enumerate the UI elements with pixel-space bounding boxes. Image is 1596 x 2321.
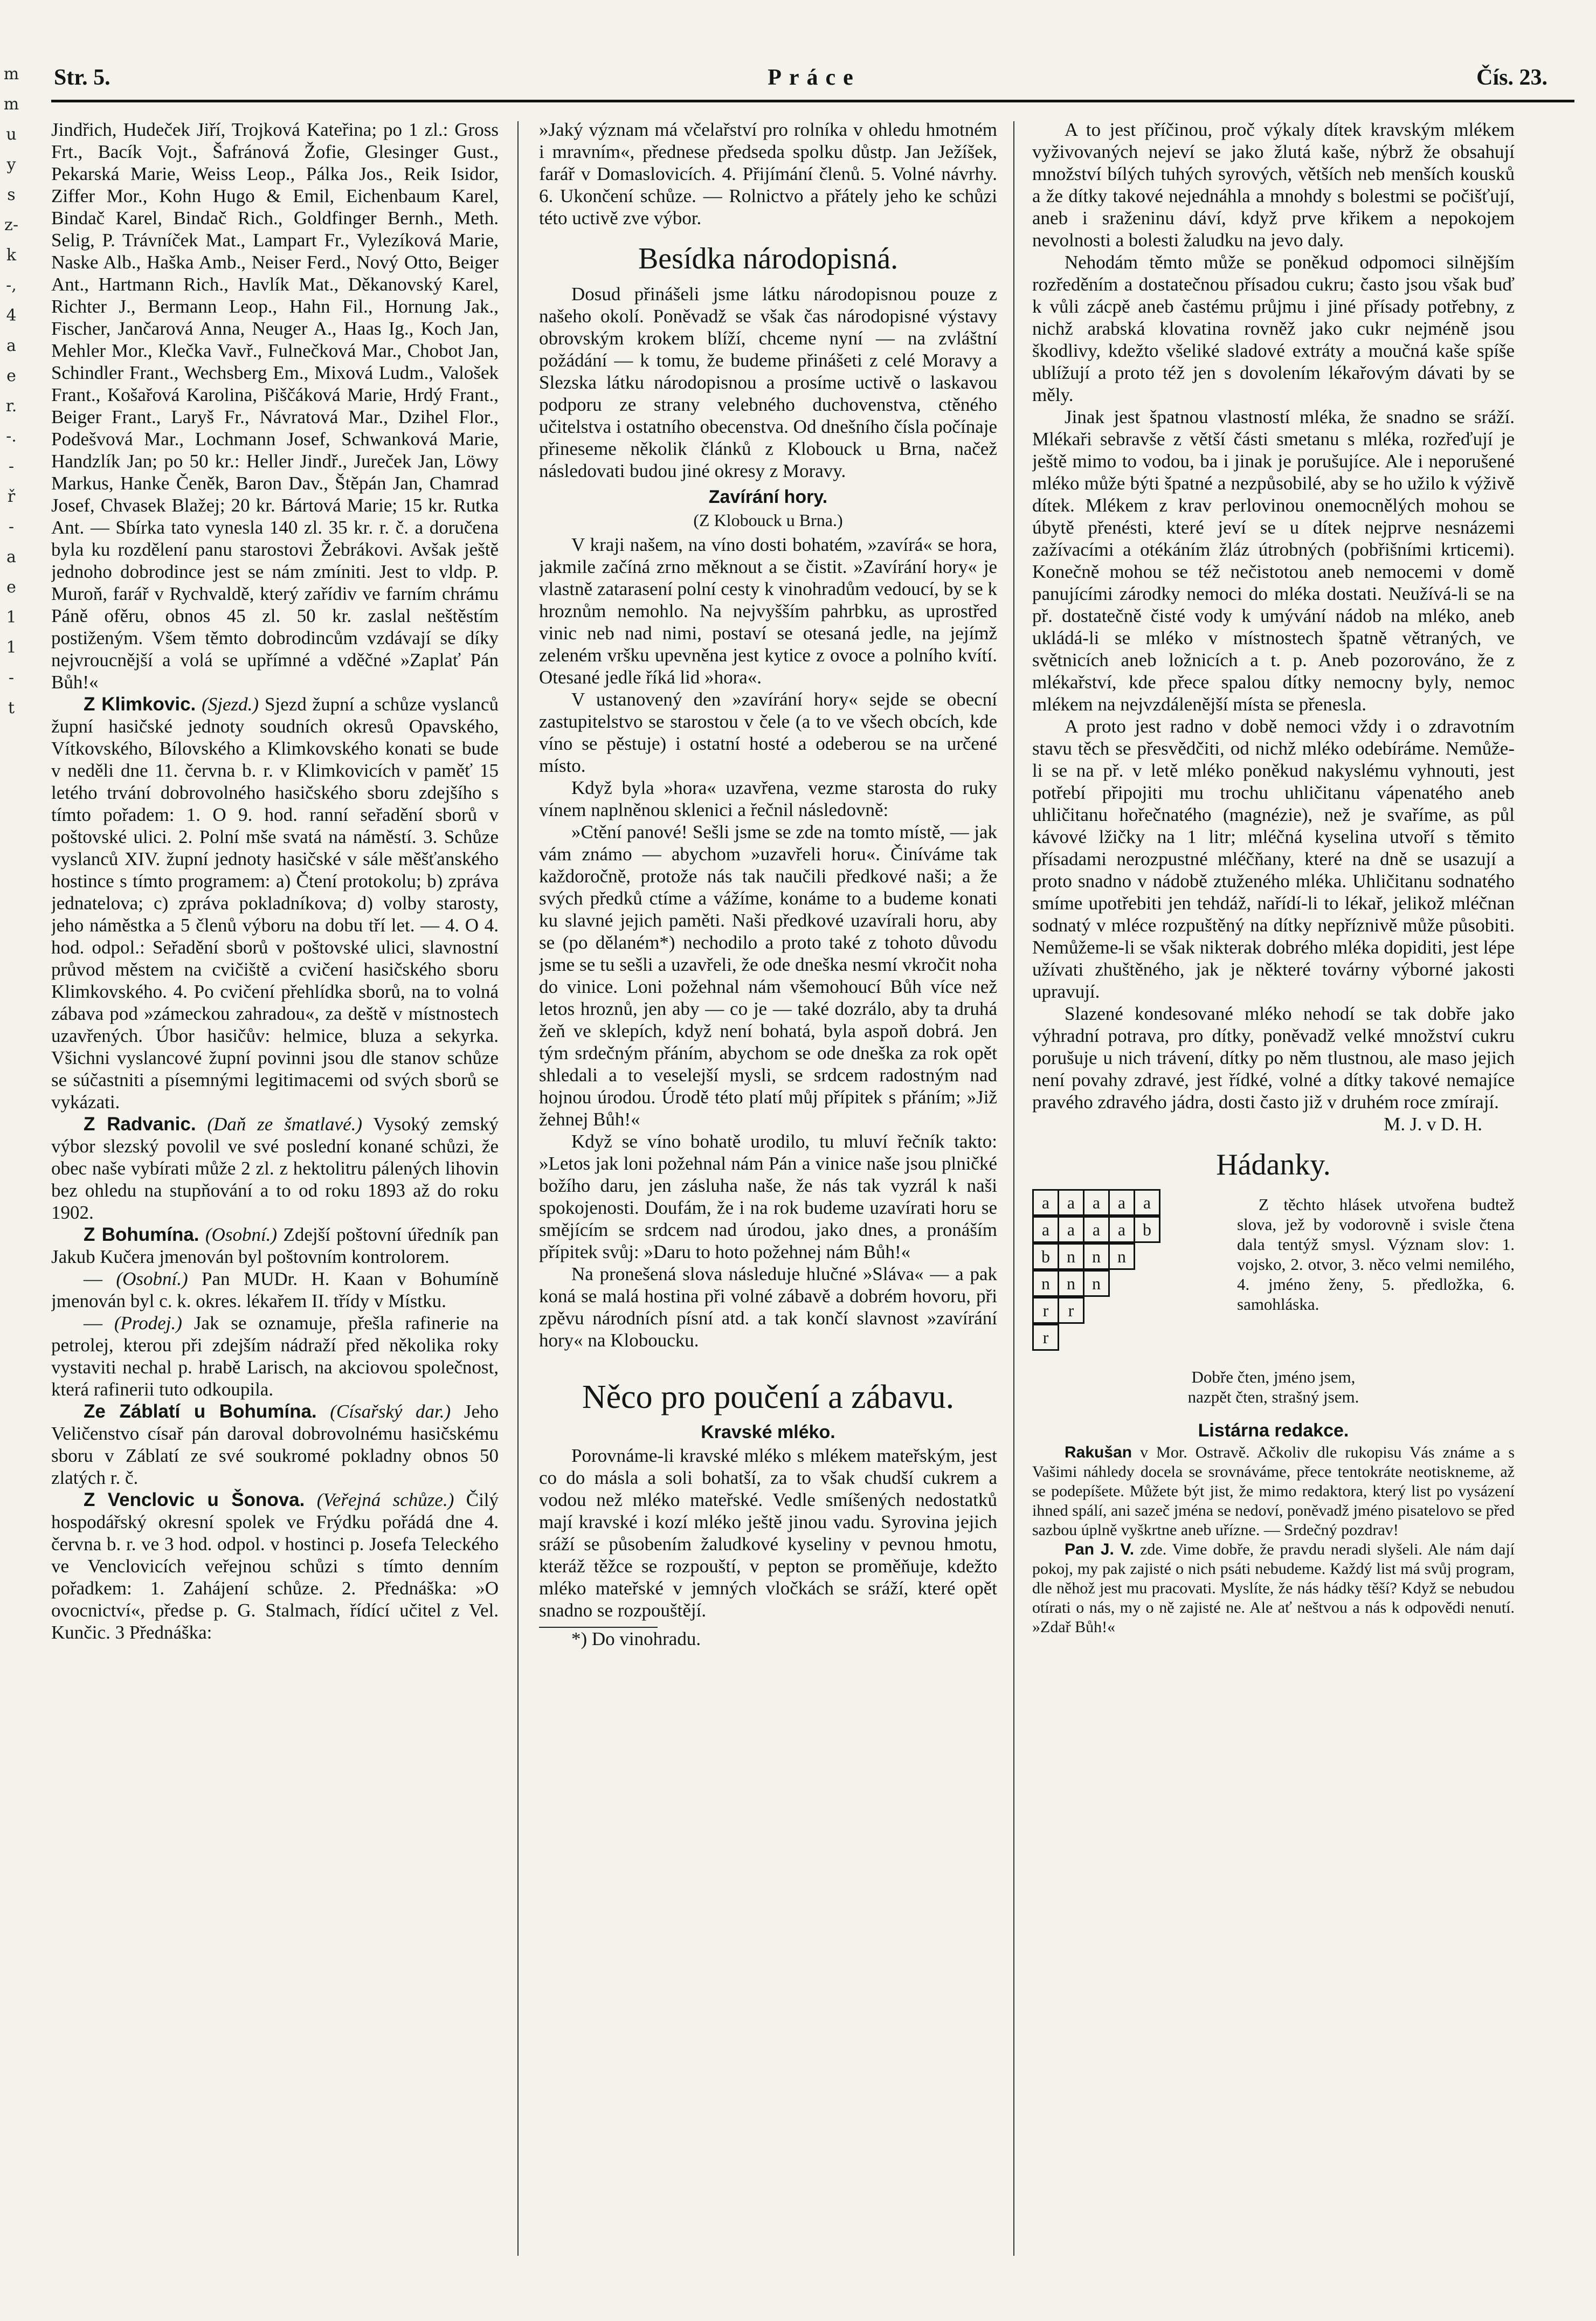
margin-glyph: r. bbox=[5, 397, 17, 416]
margin-glyph: u bbox=[6, 125, 17, 144]
letter-grid bbox=[1032, 1189, 1159, 1351]
editorial-reply-2: Pan J. V. zde. Vime dobře, že pravdu neradi slyšeli. Ale nám dají pokoj, my pak zajisté o nich psáti nebudeme. Každý list má svůj program, dle něhož jest mu pracovati. Myslíte, že nás hádky těší? Když se nebudou otírati o nás, my o ně zajisté ne. Ale ať neštvou a nás k odpovědi nenutí. »Zdař Bůh!« bbox=[1032, 1541, 1515, 1636]
editorial-reply-1: Rakušan v Mor. Ostravě. Ačkoliv dle rukopisu Vás známe a s Vašimi náhledy docela se srovnáváme, přece tentokráte neotiskneme, až se podepíšete. Můžete být jist, že mimo redaktora, který list po vysázení ihned spálí, ani sazeč jména se nedoví, poněvadž jméno pisatelovo se před sazbou úplně vyškrtne aneb uřízne. — Srdečný pozdrav! bbox=[1032, 1443, 1515, 1539]
place-heading: Z Klimkovic. bbox=[84, 694, 196, 715]
news-radvanice: Z Radvanic. (Daň ze šmatlavé.) Vysoký zemský výbor slezský povolil ve své poslední konané schůzi, že obec naše vybírati může 2 zl. z hektolitru pálených lihovin bez ohledu na stupňování a to od roku 1893 až do roku 1902. bbox=[51, 1114, 499, 1223]
paragraph: Když byla »hora« uzavřena, vezme starosta do ruky vínem naplněnou sklenici a řečnil následovně: bbox=[539, 777, 997, 820]
grid-cell: n bbox=[1058, 1243, 1084, 1270]
place-heading: Z Radvanic. bbox=[84, 1114, 196, 1135]
grid-cell: a bbox=[1108, 1216, 1135, 1243]
article-title: Kravské mléko. bbox=[701, 1422, 835, 1442]
paragraph: A to jest příčinou, proč výkaly dítek kravským mlékem vyživovaných nejeví se jako žlutá kaše, nýbrž že obsahují množství bílých tuhých syrových, větších neb menších kousků a že dítky takové nejednáhla a mnohdy s bolestmi se počišťují, aneb i sraženinu dáví, když prve křikem a nepokojem nevolnosti a bolesti žaludku na jevo daly. bbox=[1032, 119, 1515, 251]
grid-row bbox=[1032, 1270, 1159, 1297]
margin-glyph: k bbox=[6, 246, 17, 265]
paragraph: Slazené kondesované mléko nehodí se tak dobře jako výhradní potrava, pro dítky, poněvadž velké množství cukru porušuje u nich trávení, dítky po něm tlustnou, ale maso jejich není povahy zdravé, jest řídké, volné a dítky takové nemajíce pravého zdravého jádra, dosti často již v druhém roce zmírají. bbox=[1032, 1003, 1515, 1113]
paragraph: V ustanovený den »zavírání hory« sejde se obecní zastupitelstvo se starostou v čele (a to ve všech obcích, kde víno se pěstuje) i ostatní hosté a odeberou se na určené místo. bbox=[539, 689, 997, 776]
section-heading-ethnography: Besídka národopisná. bbox=[638, 242, 899, 275]
margin-glyph: a bbox=[6, 548, 16, 567]
grid-row bbox=[1032, 1216, 1159, 1243]
paragraph: Když se víno bohatě urodilo, tu mluví řečník takto: »Letos jak loni požehnal nám Pán a vinice naše jsou plničké božího daru, jen zásluha naše, že nás tak vyzrál k naši spokojenosti. Doufám, že i na rok budeme uzavírati horu se smějícím se srdcem nad úrodou, jako dnes, a pronáším přípitek svůj: »Daru to hoto požehnej nám Bůh!« bbox=[539, 1131, 997, 1262]
margin-glyph: t bbox=[8, 699, 15, 717]
article-source: (Z Klobouck u Brna.) bbox=[693, 510, 843, 530]
grid-cell: a bbox=[1083, 1216, 1110, 1243]
column-divider-2 bbox=[1013, 121, 1014, 2256]
grid-cell: n bbox=[1083, 1270, 1110, 1297]
grid-cell: a bbox=[1083, 1189, 1110, 1216]
paragraph: V kraji našem, na víno dosti bohatém, »zavírá« se hora, jakmile začíná zrno měknout a se čistit. »Zavírání hory« je vlastně zatarasení polní cesty k vinohradům vedoucí, by se k hroznům nemohlo. Na nejvyšším pahrbku, as uprostřed vinic neb nad nimi, postaví se otesaná jedle, na jejímž zeleném vršku upevněna jest kytice z ovoce a polního kvítí. Otesané jedle říká lid »hora«. bbox=[539, 534, 997, 688]
margin-glyph: -. bbox=[6, 427, 17, 446]
section-heading-editorial: Listárna redakce. bbox=[1198, 1420, 1349, 1441]
news-klimkovice: Z Klimkovic. (Sjezd.) Sjezd župní a schůze vyslanců župní hasičské jednoty soudních okresů Opavského, Vítkovského, Bílovského a Klimkovského konati se bude v neděli dne 11. června b. r. v Klimkovicích v paměť 15 letého trvání dobrovolného hasičského sboru zdejšího s tímto pořadem: 1. O 9. hod. ranní seřadění sborů v poštovské ulici. 2. Polní mše svatá na náměstí. 3. Schůze vyslanců XIV. župní jednoty hasičské v sále měšťanského hostince s tímto programem: a) Čtení protokolu; b) zpráva jednatelova; c) zpráva pokladníkova; d) volby starosty, jeho náměstka a 5 členů výboru na dobu tří let. — 4. O 4. hod. odpol.: Seřadění sborů v poštovské ulici, slavnostní průvod městem na cvičiště a cvičení hasičského sboru Klimkovského. 4. Po cvičení přehlídka sborů, na to volná zábava pod »zámeckou zahradou«, za deště v místnostech uzavřených. Úbor hasičův: helmice, bluza a sekyrka. Všichni vyslancové župní povinni jsou dle stanov schůze se súčastniti a písemnými legitimacemi od svých sborů se vykázati. bbox=[51, 694, 499, 1113]
column-3 bbox=[1032, 119, 1515, 2269]
grid-cell: a bbox=[1058, 1216, 1084, 1243]
margin-glyph: - bbox=[8, 457, 15, 476]
article-signature: M. J. v D. H. bbox=[1384, 1114, 1482, 1135]
column-1 bbox=[51, 119, 499, 2269]
grid-cell: a bbox=[1134, 1189, 1160, 1216]
grid-cell: r bbox=[1058, 1297, 1084, 1324]
grid-cell: n bbox=[1083, 1243, 1110, 1270]
grid-cell: a bbox=[1032, 1216, 1059, 1243]
margin-glyph: -, bbox=[6, 276, 17, 295]
news-venclovice: Z Venclovic u Šonova. (Veřejná schůze.) Čilý hospodářský okresní spolek ve Frýdku pořádá dne 4. června b. r. ve 3 hod. odpol. v hostinci p. Josefa Teleckého ve Venclovicích veřejnou schůzi s tímto denním pořadkem: 1. Zahájení schůze. 2. Přednáška: »O ovocnictví«, předse p. G. Stalmach, řídící učitel z Vel. Kunčic. 3 Přednáška: bbox=[51, 1489, 499, 1643]
margin-glyph: - bbox=[8, 517, 15, 536]
issue-number: Čís. 23. bbox=[1476, 65, 1547, 90]
news-bohumin-1: Z Bohumína. (Osobní.) Zdejší poštovní úředník pan Jakub Kučera jmenován byl poštovním kontrolorem. bbox=[51, 1224, 499, 1267]
riddle-block bbox=[1032, 1189, 1515, 1367]
grid-row bbox=[1032, 1297, 1159, 1324]
news-zablati: Ze Záblatí u Bohumína. (Císařský dar.) Jeho Veličenstvo císař pán daroval dobrovolnému hasičskému sboru v Záblatí ze své soukromé pokladny obnos 50 zlatých r. č. bbox=[51, 1401, 499, 1488]
grid-cell: a bbox=[1058, 1189, 1084, 1216]
riddle-couplet-line-1: Dobře čten, jméno jsem, bbox=[1191, 1367, 1356, 1386]
paragraph: »Ctění panové! Sešli jsme se zde na tomto místě, — jak vám známo — abychom »uzavřeli horu«. Činíváme tak každoročně, protože nás tak naučili předkové naši; a že svých předků ctíme a vážíme, konáme to a budeme konati ku slavné jejich paměti. Naši předkové uzavírali horu, aby se (po dělaném*) nechodilo a proto také z tohoto důvodu jsme se tu sešli a uzavřeli, že ode dneška nesmí vkročit noha do vinice. Loni požehnal nám všemohoucí Bůh více než letos hroznů, jen aby — co je — také dozrálo, aby ta druhá žeň ve sklepích, když není bohatá, byla aspoň dobrá. Jen tým srdečným přáním, abychom se ode dneška za rok opět shledali a to veselejší mysli, se srdcem radostným nad hojnou úrodou. Úrodě této platí můj přípitek s přáním; »Již žehnej Bůh!« bbox=[539, 821, 997, 1130]
paragraph: Porovnáme-li kravské mléko s mlékem mateřským, jest co do másla a soli bohatší, za to však chudší cukrem a vodou než mléko mateřské. Vedle smíšených nedostatků mají kravské i kozí mléko ještě jinou vadu. Syrovina jejich sráží se působením žaludkové kyseliny v pevnou hmotu, kteráž těžce se rozpouští, v pepton se proměňuje, kdežto mléko mateřské v jemných vločkách se sráží, které opět snadno se rozpouštějí. bbox=[539, 1445, 997, 1621]
margin-glyph: 1 bbox=[6, 608, 17, 627]
riddle-description: Z těchto hlásek utvořena budtež slova, jež by vodorovně i svisle čtena dala tentýž smysl. Význam slov: 1. vojsko, 2. otvor, 3. něco velmi nemilého, 4. jméno ženy, 5. předložka, 6. samohláska. bbox=[1237, 1195, 1515, 1314]
newspaper-title: Práce bbox=[768, 65, 861, 90]
paragraph: Nehodám těmto může se poněkud odpomoci silnějším rozředěním a dostatečnou přísadou cukru; často jsou však buď k vůli zácpě aneb častému průjmu i jiné přísady potřebny, z nichž arabská klovatina rovněž jako cukr nejméně jsou škodlivy, kdežto všeliké sladové extráty a moučná kaše spíše ublížují a proto též jen s dovolením lékařovým dávati by se měly. bbox=[1032, 252, 1515, 405]
paragraph: »Jaký význam má včelařství pro rolníka v ohledu hmotném i mravním«, přednese předseda spolku důstp. Jan Ježíšek, farář v Domaslovicích. 4. Přijímání členů. 5. Volné návrhy. 6. Ukončení schůze. — Rolnictvo a přátely jeho ke schůzi této uctivě zve výbor. bbox=[539, 119, 997, 229]
grid-cell: n bbox=[1108, 1243, 1135, 1270]
page-number: Str. 5. bbox=[54, 65, 110, 90]
left-margin-fragments bbox=[0, 59, 23, 723]
riddle-couplet-line-2: nazpět čten, strašný jsem. bbox=[1187, 1387, 1359, 1406]
margin-glyph: - bbox=[8, 668, 15, 687]
grid-cell: a bbox=[1108, 1189, 1135, 1216]
margin-glyph: e bbox=[6, 578, 16, 597]
grid-cell: r bbox=[1032, 1297, 1059, 1324]
paragraph: Na pronešená slova následuje hlučné »Sláva« — a pak koná se malá hostina při volné zábavě a dobrém hovoru, při zpěvu národních písní atd. a tak končí slavnost »zavírání hory« na Kloboucku. bbox=[539, 1263, 997, 1351]
grid-row bbox=[1032, 1189, 1159, 1216]
grid-cell: b bbox=[1134, 1216, 1160, 1243]
paragraph: Jinak jest špatnou vlastností mléka, že snadno se sráží. Mlékaři sebravše z větší části smetanu s mléka, rozřeďují je ještě mimo to vodou, ba i jinak je porušujíce. Ale i neporušené mléko může býti špatné a nezpůsobilé, aby se ho užilo k výživě dítek. Mlékem z krav perlovinou onemocnělých mohou se úbytě přenésti, které jeví se u dítek nejprve nesnázemi zažívacími a otékáním žláz útrobných (pobřišními krticemi). Konečně mohou se též nečistotou aneb nemocemi v domě panujícími zárodky nemoci do mléka dostati. Neužívá-li se na př. dostatečně čisté vody k umývání nádob na mléko, aneb ukládá-li se mléko v místnostech špatně větraných, ve světnicích aneb ložnicích a t. p. Aneb pozorováno, že z mlékařství, kde přece spalou dítky nemocny byly, nemoc mlékem na nejvzdálenější místa se přenesla. bbox=[1032, 406, 1515, 715]
section-heading-education: Něco pro poučení a zábavu. bbox=[582, 1379, 955, 1415]
margin-glyph: m bbox=[3, 65, 19, 84]
place-heading: Z Venclovic u Šonova. bbox=[84, 1489, 305, 1510]
donor-list: Jindřich, Hudeček Jiří, Trojková Kateřina; po 1 zl.: Gross Frt., Bacík Vojt., Šafránová Žofie, Glesinger Gust., Pekarská Marie, Weiss Leop., Pálka Jos., Reik Isidor, Ziffer Mor., Kohn Hugo & Emil, Eichenbaum Karel, Bindač Karel, Bindač Rich., Goldfinger Bernh., Meth. Selig, P. Trávníček Mat., Lampart Fr., Vylezíková Marie, Naske Alb., Haška Amb., Neiser Ferd., Nový Otto, Beiger Ant., Hartmann Rich., Havlík Mat., Děkanovský Karel, Richter J., Bermann Leop., Hahn Fil., Hornung Jak., Fischer, Jančarová Anna, Neuger A., Haas Ig., Koch Jan, Mehler Mor., Klečka Vavř., Fulnečková Mar., Chobot Jan, Schindler Frant., Wechsberg Em., Mixová Ludm., Valošek Frant., Košařová Karolina, Piščáková Marie, Hrdý Frant., Beiger Frant., Laryš Fr., Návratová Mar., Dzihel Flor., Podešvová Mar., Lochmann Josef, Schwanková Marie, Handzlík Jan; po 50 kr.: Heller Jindř., Jureček Jan, Löwy Markus, Hanke Čeněk, Baron Dav., Štěpán Jan, Chamrad Josef, Chvasek Blažej; 20 kr. Bártová Marie; 15 kr. Rutka Ant. — Sbírka tato vynesla 140 zl. 35 kr. r. č. a doručena byla ku rozdělení panu starostovi Žebrákovi. Avšak ještě jednoho dobrodince jest se nám zmíniti. Jest to vldp. P. Muroň, farář v Rychvaldě, který zařídiv ve farním chrámu Páně ofěru, obnos 45 zl. 50 kr. zaslal neštěstím postiženým. Všem těmto dobrodincům vzdávají se díky nejvroucnější a volá se upřímné a vděčné »Zaplať Pán Bůh!« bbox=[51, 119, 499, 693]
column-divider-1 bbox=[517, 121, 519, 2256]
grid-cell: n bbox=[1058, 1270, 1084, 1297]
grid-row bbox=[1032, 1243, 1159, 1270]
margin-glyph: 1 bbox=[6, 638, 17, 657]
grid-row bbox=[1032, 1324, 1159, 1351]
header-rule bbox=[51, 100, 1574, 102]
article-title: Zavírání hory. bbox=[708, 487, 828, 507]
footnote: *) Do vinohradu. bbox=[571, 1628, 701, 1649]
news-bohumin-3: — (Prodej.) Jak se oznamuje, přešla rafinerie na petrolej, kterou při zdejším nádraží před několika roky vystaviti nechal p. hrabě Larisch, na akciovou společnost, která rafinerii tuto odkoupila. bbox=[51, 1313, 499, 1400]
margin-glyph: 4 bbox=[6, 306, 17, 325]
grid-cell: n bbox=[1032, 1270, 1059, 1297]
margin-glyph: ř bbox=[7, 487, 16, 506]
margin-glyph: a bbox=[6, 336, 16, 355]
grid-cell: a bbox=[1032, 1189, 1059, 1216]
place-heading: Z Bohumína. bbox=[84, 1224, 199, 1245]
page-header bbox=[54, 59, 1574, 102]
column-2 bbox=[539, 119, 997, 2269]
paragraph: Dosud přinášeli jsme látku národopisnou pouze z našeho okolí. Poněvadž se však čas národopisné výstavy obrovským krokem blíží, chceme nyní — na zvláštní požádání — k tomu, že budeme přinášeti z celé Moravy a Slezska látku národopisnou a prosíme uctivě o laskavou podporu ze strany velebného duchovenstva, ctěného učitelstva i ostatního obecenstva. Od dnešního čísla počínaje přineseme několik článků z Klobouck u Brna, načež následovati budou jiné okresy z Moravy. bbox=[539, 284, 997, 481]
grid-cell: b bbox=[1032, 1243, 1059, 1270]
place-heading: Ze Záblatí u Bohumína. bbox=[84, 1401, 317, 1422]
margin-glyph: y bbox=[6, 155, 16, 174]
margin-glyph: z- bbox=[4, 216, 18, 234]
margin-glyph: s bbox=[7, 185, 16, 204]
paragraph: A proto jest radno v době nemoci vždy i o zdravotním stavu těch se přesvědčiti, od nichž mléko odebíráme. Nemůže-li se na př. v letě mléko poněkud nakyslému vyhnouti, jest potřebí připojiti mu trochu uhličitanu vápenatého aneb uhličitanu hořečnatého (magnézie), než je svaříme, as půl kávové lžičky na 1 litr; mléčná kyselina utvoří s těmito přísadami nerozpustné mléčňany, které na dně se usazují a proto snadno v nádobě ztuženého mléka. Uhličitanu sodnatého smíme upotřebiti jen tehdáž, nařídí-li to lékař, jelikož mléčnan sodnatý v mléce rozpuštěný na dítky nepříznivě může působiti. Nemůžeme-li se však nikterak dobrého mléka dopiditi, jest lépe užívati zhuštěného, jak je některé továrny výborné jakosti upravují. bbox=[1032, 716, 1515, 1002]
news-bohumin-2: — (Osobní.) Pan MUDr. H. Kaan v Bohumíně jmenován byl c. k. okres. lékařem II. třídy v Místku. bbox=[51, 1268, 499, 1311]
grid-cell: r bbox=[1032, 1324, 1059, 1351]
margin-glyph: e bbox=[6, 367, 16, 385]
section-heading-riddles: Hádanky. bbox=[1216, 1148, 1331, 1182]
margin-glyph: m bbox=[3, 95, 19, 114]
